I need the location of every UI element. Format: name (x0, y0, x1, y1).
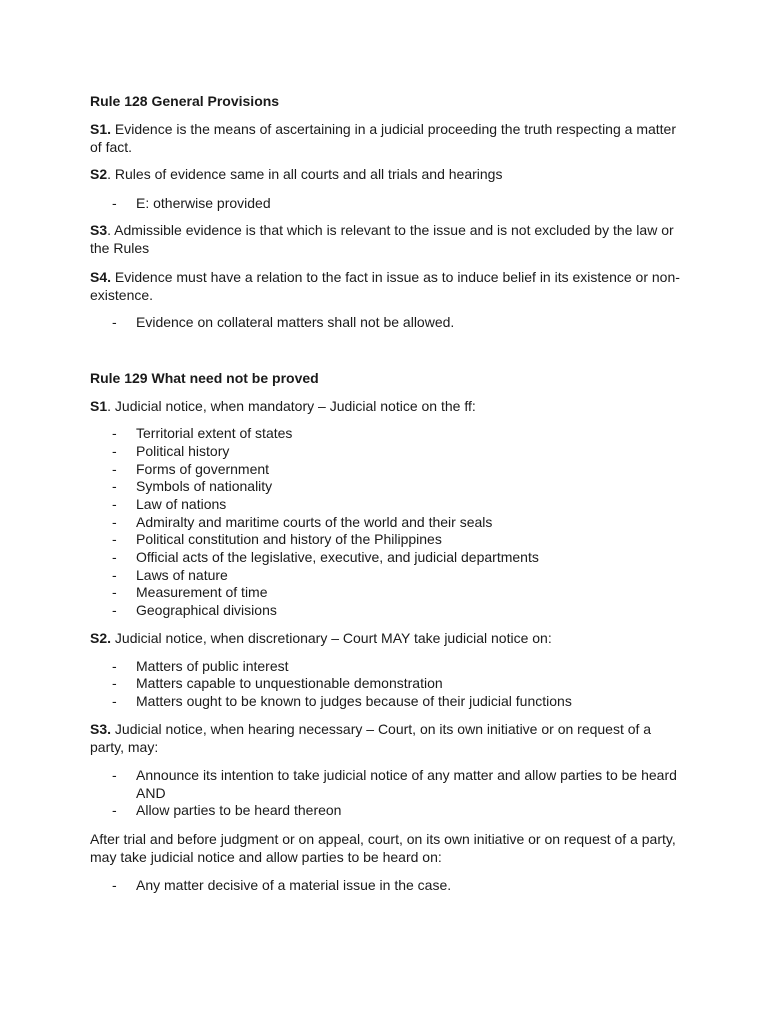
list-item-text: Political constitution and history of the Philippines (136, 531, 442, 547)
list-item (90, 195, 680, 213)
section-text: . Rules of evidence same in all courts and all trials and hearings (107, 166, 503, 182)
rule-128-s3 (90, 222, 680, 257)
section-label: S4. (90, 269, 112, 285)
list-item-text: Measurement of time (136, 584, 268, 600)
bullet-dash: - (112, 496, 117, 512)
list-item-text: Territorial extent of states (136, 425, 293, 441)
list-item-text: Admiralty and maritime courts of the world and their seals (136, 514, 493, 530)
list-item (90, 461, 680, 479)
bullet-dash: - (112, 314, 117, 330)
rule-128-s2 (90, 166, 680, 184)
list-item-text: Any matter decisive of a material issue in the case. (136, 877, 452, 893)
list-item (90, 658, 680, 676)
list-item-text: Geographical divisions (136, 602, 277, 618)
bullet-dash: - (112, 531, 117, 547)
list-item (90, 443, 680, 461)
list-item-text: Official acts of the legislative, executive, and judicial departments (136, 549, 539, 565)
section-text: . Admissible evidence is that which is relevant to the issue and is not excluded by the law or the Rules (90, 222, 674, 256)
section-label: S3. (90, 721, 112, 737)
bullet-dash: - (112, 767, 117, 783)
list-item-text: Political history (136, 443, 230, 459)
list-item (90, 567, 680, 585)
list-item (90, 425, 680, 443)
section-label: S1. (90, 121, 112, 137)
bullet-dash: - (112, 584, 117, 600)
bullet-dash: - (112, 461, 117, 477)
list-item-text: Law of nations (136, 496, 227, 512)
rule-128-heading: Rule 128 General Provisions (90, 93, 280, 109)
list-item-text: Evidence on collateral matters shall not be allowed. (136, 314, 455, 330)
list-item (90, 531, 680, 549)
list-item-text: Forms of government (136, 461, 270, 477)
list-item-text: Symbols of nationality (136, 478, 273, 494)
list-item-text: Allow parties to be heard thereon (136, 802, 342, 818)
bullet-dash: - (112, 478, 117, 494)
bullet-dash: - (112, 549, 117, 565)
list-item-text: Laws of nature (136, 567, 228, 583)
bullet-dash: - (112, 658, 117, 674)
bullet-dash: - (112, 693, 117, 709)
after-trial-paragraph: After trial and before judgment or on appeal, court, on its own initiative or on request of a party, may take judicial notice and allow parties to be heard on: (90, 831, 676, 865)
bullet-dash: - (112, 877, 117, 893)
bullet-dash: - (112, 675, 117, 691)
list-item-text: Matters ought to be known to judges because of their judicial functions (136, 693, 572, 709)
rule-129-s3 (90, 721, 680, 756)
list-item (90, 693, 680, 711)
list-item (90, 314, 680, 332)
bullet-dash: - (112, 567, 117, 583)
rule-129-s2 (90, 630, 680, 648)
rule-128-s1 (90, 121, 680, 156)
bullet-dash: - (112, 443, 117, 459)
list-item (90, 767, 680, 802)
section-label: S3 (90, 222, 108, 238)
section-text: Evidence is the means of ascertaining in a judicial proceeding the truth respecting a matter of fact. (90, 121, 676, 155)
section-text: Evidence must have a relation to the fact in issue as to induce belief in its existence or non-existence. (90, 269, 680, 303)
bullet-dash: - (112, 802, 117, 818)
list-item-text: E: otherwise provided (136, 195, 271, 211)
section-label: S2 (90, 166, 108, 182)
list-item (90, 549, 680, 567)
bullet-dash: - (112, 514, 117, 530)
list-item-text: Announce its intention to take judicial notice of any matter and allow parties to be heard AND (136, 767, 677, 801)
list-item (90, 602, 680, 620)
section-text: Judicial notice, when hearing necessary – Court, on its own initiative or on request of a party, may: (90, 721, 652, 755)
section-label: S1 (90, 398, 108, 414)
rule-129-heading: Rule 129 What need not be proved (90, 370, 319, 386)
list-item (90, 496, 680, 514)
list-item (90, 877, 680, 895)
list-item (90, 584, 680, 602)
rule-129-s1 (90, 398, 680, 416)
list-item (90, 478, 680, 496)
bullet-dash: - (112, 195, 117, 211)
list-item (90, 675, 680, 693)
bullet-dash: - (112, 425, 117, 441)
list-item (90, 802, 680, 820)
list-item-text: Matters of public interest (136, 658, 289, 674)
rule-128-s4 (90, 269, 680, 304)
bullet-dash: - (112, 602, 117, 618)
list-item (90, 514, 680, 532)
section-label: S2. (90, 630, 112, 646)
list-item-text: Matters capable to unquestionable demonstration (136, 675, 443, 691)
section-text: . Judicial notice, when mandatory – Judicial notice on the ff: (107, 398, 476, 414)
section-text: Judicial notice, when discretionary – Court MAY take judicial notice on: (111, 630, 552, 646)
